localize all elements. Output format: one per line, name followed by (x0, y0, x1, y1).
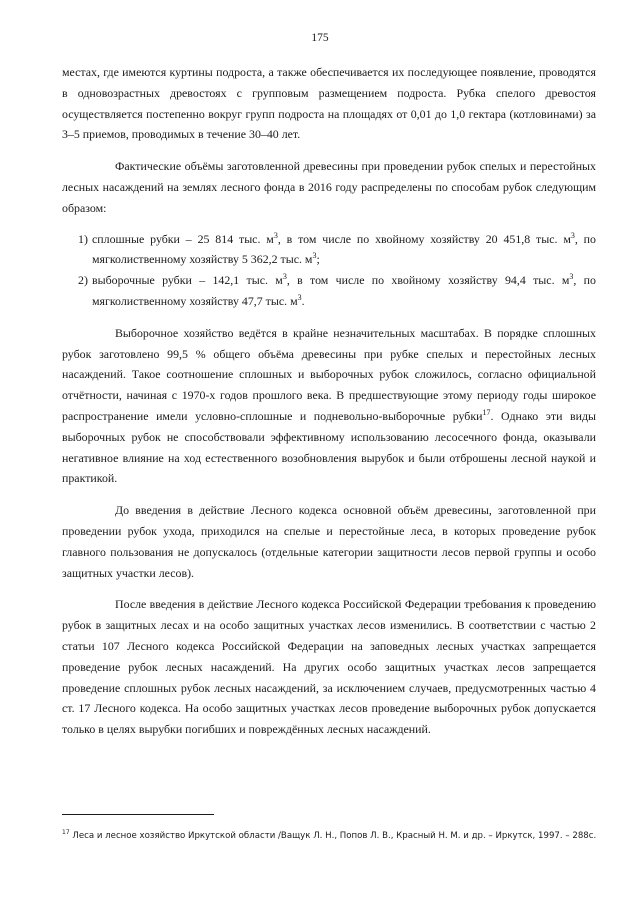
paragraph-before-forest-code: До введения в действие Лесного кодекса основной объём древесины, заготовленной при проведении рубок ухода, приходился на спелые и перестойные леса, в которых проведение рубок главного пользования не допускалось (отдельные категории защитности лесов первой группы и особо защитных участки лесов). (62, 503, 596, 580)
list-item-number: 1) (78, 231, 88, 246)
list-item-number: 2) (78, 273, 88, 288)
footnote-number: 17 (62, 829, 70, 836)
page-number: 175 (311, 32, 329, 44)
harvest-methods-list (62, 229, 596, 312)
footnote-text: Леса и лесное хозяйство Иркутской области /Ващук Л. Н., Попов Л. В., Красный Н. М. и др. – Иркутск, 1997. – 288с. (69, 831, 597, 841)
page-body (62, 62, 596, 740)
paragraph-harvest-volumes: Фактические объёмы заготовленной древесины при проведении рубок спелых и перестойных лесных насаждений на землях лесного фонда в 2016 году распределены по способам рубок следующим образом: (62, 159, 596, 215)
footnote (62, 830, 602, 842)
footnote-divider (62, 814, 214, 815)
list-item-selective-cutting: 2) выборочные рубки – 142,1 тыс. $м^3$, в том числе по хвойному хозяйству 94,4 тыс. $м^3$, по мягколиственному хозяйству 47,7 тыс. $м^3$. (78, 272, 596, 308)
paragraph-selective-farming: Выборочное хозяйство ведётся в крайне незначительных масштабах. В порядке сплошных рубок заготовлено 99,5 % общего объёма древесины при рубке спелых и перестойных лесных насаждений. Такое соотношение сплошных и выборочных рубок сложилось, согласно официальной отчётности, начиная с 1970-х годов прошлого века. В предшествующие этому периоду годы широкое распространение имели условно-сплошные и подневольно-выборочные рубки$^{17}$. Однако эти виды выборочных рубок не способствовали эффективному использованию лесосечного фонда, оказывали негативное влияние на ход естественного возобновления вырубок и были отброшены лесной наукой и практикой. (62, 325, 596, 486)
paragraph-intro-continuation: местах, где имеются куртины подроста, а также обеспечивается их последующее появление, проводятся в одновозрастных древостоях с групповым размещением подроста. Рубка спелого древостоя осуществляется постепенно вокруг групп подроста на площадях от 0,01 до 1,0 гектара (котловинами) за 3–5 приемов, проводимых в течение 30–40 лет. (62, 65, 596, 142)
footnote-reference[interactable]: 17 (482, 407, 491, 417)
list-item-clear-cutting: 1) сплошные рубки – 25 814 тыс. $м^3$, в том числе по хвойному хозяйству 20 451,8 тыс. $м^3$, по мягколиственному хозяйству 5 362,2 тыс. $м^3$; (78, 230, 596, 267)
paragraph-after-forest-code: После введения в действие Лесного кодекса Российской Федерации требования к проведению рубок в защитных лесах и на особо защитных участках лесов изменились. В соответствии с частью 2 статьи 107 Лесного кодекса Российской Федерации на заповедных лесных участках запрещается проведение рубок лесных насаждений. На других особо защитных участках лесов запрещается проведение сплошных рубок лесных насаждений, за исключением случаев, предусмотренных частью 4 ст. 17 Лесного кодекса. На особо защитных участках лесов проведение выборочных рубок допускается только в целях вырубки погибших и повреждённых лесных насаждений. (62, 597, 596, 737)
